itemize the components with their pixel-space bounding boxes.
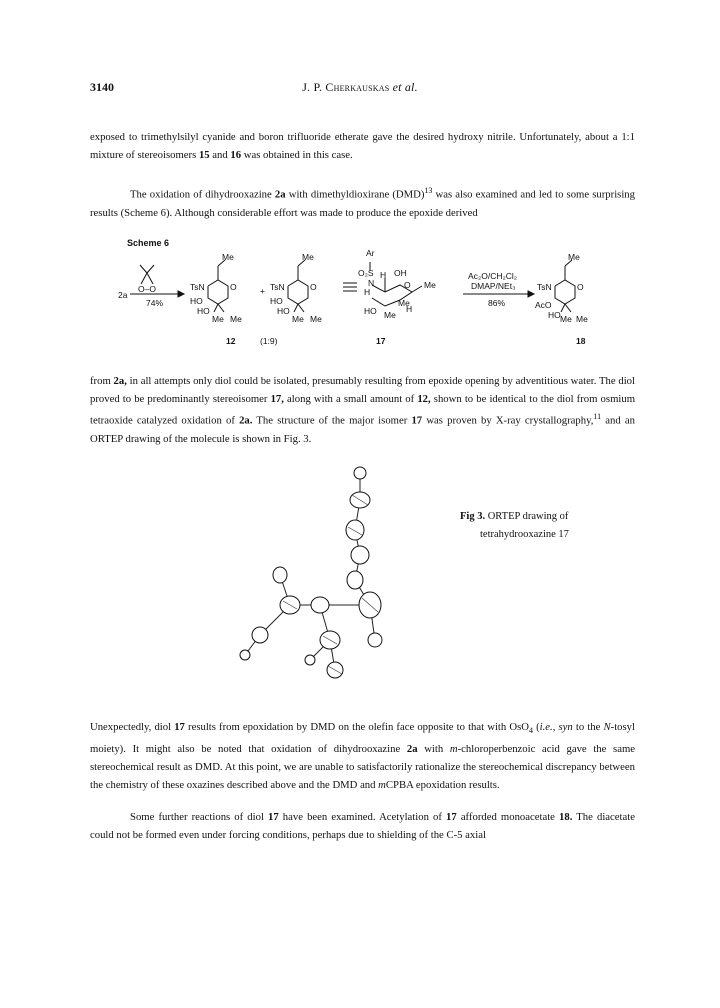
scheme-6-diagram <box>100 240 640 360</box>
svg-text:H: H <box>380 270 387 280</box>
svg-text:86%: 86% <box>488 298 506 308</box>
svg-text:N: N <box>368 278 375 288</box>
svg-text:O: O <box>310 282 317 292</box>
paragraph-5: Some further reactions of diol 17 have been examined. Acetylation of 17 afforded monoacetate 18. The diacetate could not be formed even under forcing conditions, perhaps due to shielding of the C-5 axial <box>90 811 635 841</box>
svg-text:AcO: AcO <box>535 300 552 310</box>
svg-text:HO: HO <box>270 296 283 306</box>
paragraph-1: exposed to trimethylsilyl cyanide and boron trifluoride etherate gave the desired hydroxy nitrile. Unfortunately, about a 1:1 mixture of stereoisomers 15 and 16 was obtained in this case. <box>90 131 635 161</box>
svg-text:Me: Me <box>310 314 322 324</box>
running-head-etal: et al. <box>392 80 418 94</box>
scheme-label: Scheme 6 <box>127 238 170 248</box>
page-number: 3140 <box>90 80 114 94</box>
svg-text:TsN: TsN <box>190 282 205 292</box>
paragraph-4: Unexpectedly, diol 17 results from epoxidation by DMD on the olefin face opposite to that with OsO$_4$ (i.e., syn to the N-tosyl moiety). It might also be noted that oxidation of dihydrooxazine 2a with m-chloroperbenzoic acid gave the same stereochemical result as DMD. At this point, we are unable to satisfactorily rationalize the stereochemical discrepancy between the chemistry of these oxazines described above and the DMD and mCPBA epoxidation results. <box>90 721 635 792</box>
svg-text:Me: Me <box>384 310 396 320</box>
svg-text:Me: Me <box>292 314 304 324</box>
svg-text:O: O <box>404 280 411 290</box>
svg-text:Me: Me <box>398 298 410 308</box>
svg-text:Me: Me <box>302 252 314 262</box>
svg-text:Ac₂O/CH₂Cl₂: Ac₂O/CH₂Cl₂ <box>468 271 518 281</box>
svg-text:O: O <box>577 282 584 292</box>
svg-text:Me: Me <box>560 314 572 324</box>
svg-text:DMAP/NEt₃: DMAP/NEt₃ <box>471 281 516 291</box>
svg-text:Me: Me <box>212 314 224 324</box>
svg-text:HO: HO <box>197 306 210 316</box>
svg-text:O₂S: O₂S <box>358 268 374 278</box>
svg-text:OH: OH <box>394 268 407 278</box>
svg-text:O: O <box>230 282 237 292</box>
svg-text:Me: Me <box>230 314 242 324</box>
svg-text:17: 17 <box>376 336 386 346</box>
svg-text:(1:9): (1:9) <box>260 336 278 346</box>
paragraph-3: from 2a, in all attempts only diol could be isolated, presumably resulting from epoxide opening by adventitious water. The diol proved to be predominantly stereoisomer 17, along with a small amount of 12, shown to be identical to the diol from osmium tetraoxide catalyzed oxidation of 2a. The structure of the major isomer 17 was proven by X-ray crystallography,$^{11}$ and an ORTEP drawing of the molecule is shown in Fig. 3. <box>90 375 636 445</box>
svg-text:Ar: Ar <box>366 248 375 258</box>
figure-caption: Fig 3. ORTEP drawing of tetrahydrooxazine 17 <box>460 511 569 540</box>
svg-text:O–O: O–O <box>138 284 156 294</box>
svg-text:HO: HO <box>548 310 561 320</box>
svg-text:H: H <box>364 287 371 297</box>
svg-text:HO: HO <box>364 306 377 316</box>
svg-text:TsN: TsN <box>270 282 285 292</box>
svg-text:Me: Me <box>568 252 580 262</box>
running-head-author: J. P. Cherkauskas <box>302 80 390 94</box>
svg-text:18: 18 <box>576 336 586 346</box>
running-head <box>0 80 720 95</box>
svg-text:H: H <box>406 304 413 314</box>
svg-text:12: 12 <box>226 336 236 346</box>
svg-text:Me: Me <box>222 252 234 262</box>
svg-text:Me: Me <box>424 280 436 290</box>
svg-text:TsN: TsN <box>537 282 552 292</box>
svg-text:74%: 74% <box>146 298 164 308</box>
svg-text:2a: 2a <box>118 290 128 300</box>
paragraph-2: The oxidation of dihydrooxazine 2a with dimethyldioxirane (DMD)$^{13}$ was also examined and led to some surprising results (Scheme 6). Although considerable effort was made to produce the epoxide derived <box>90 186 635 219</box>
svg-text:+: + <box>260 286 265 296</box>
svg-text:HO: HO <box>190 296 203 306</box>
svg-text:HO: HO <box>277 306 290 316</box>
ortep-figure <box>220 455 440 695</box>
svg-text:Me: Me <box>576 314 588 324</box>
